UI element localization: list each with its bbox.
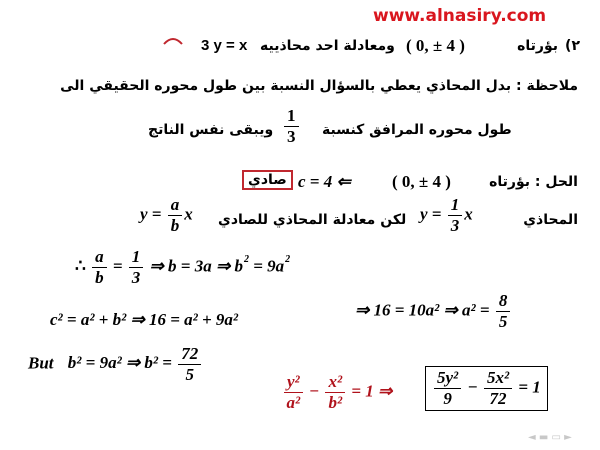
step1-rest: ⇒ b = 3a ⇒ b bbox=[149, 256, 243, 276]
step3-but: But bbox=[28, 353, 54, 373]
note-line-1: ملاحظة : بدل المحاذي يعطي بالسؤال النسبة بين طول محوره الحقيقي الى bbox=[60, 78, 578, 94]
asymptote-den: 3 bbox=[450, 216, 460, 235]
note-line-2-start: طول محوره المرافق كنسبة bbox=[322, 122, 512, 138]
watermark-text: www.alnasiry.com bbox=[373, 6, 547, 26]
final-minus2: − bbox=[467, 377, 478, 397]
note-ratio-den: 3 bbox=[287, 127, 296, 146]
slide-nav-icons[interactable]: ◄ ▬ ▭ ► bbox=[528, 432, 572, 443]
step1-frac-3: 3 bbox=[131, 268, 141, 287]
step1-frac-1: 1 bbox=[129, 248, 144, 268]
step1-sq2: 2 bbox=[285, 254, 291, 266]
asymptote-var: x bbox=[464, 204, 473, 224]
decorative-arc bbox=[162, 34, 184, 46]
solution-c-value: ⇐ c = 4 bbox=[298, 172, 351, 191]
problem-foci-label: بؤرتاه bbox=[517, 38, 558, 54]
step1-frac-a: a bbox=[92, 248, 107, 268]
final-b2: b² bbox=[328, 393, 343, 412]
final-d1: 9 bbox=[443, 389, 452, 408]
final-standard-form bbox=[282, 373, 392, 412]
note-ratio-num: 1 bbox=[284, 107, 299, 127]
asymptote-general-num: a bbox=[168, 196, 183, 216]
asymptote-mid-text: لكن معادلة المحاذي للصادي bbox=[218, 212, 407, 228]
solution-foci: ( 0, ± 4 ) bbox=[392, 172, 451, 191]
asymptote-general-lhs: y = bbox=[140, 204, 162, 224]
final-minus: − bbox=[308, 381, 320, 401]
note-ratio bbox=[282, 107, 301, 146]
final-n2: 5x² bbox=[484, 369, 512, 389]
step3-text: b² = 9a² ⇒ b² = bbox=[67, 353, 172, 373]
step1-frac-b: b bbox=[95, 268, 104, 287]
final-y2: y² bbox=[284, 373, 303, 393]
step1-equation bbox=[75, 248, 290, 287]
final-n1: 5y² bbox=[434, 369, 461, 389]
asymptote-label: المحاذي bbox=[523, 212, 578, 228]
asymptote-given bbox=[420, 196, 473, 235]
therefore-symbol: ∴ bbox=[75, 256, 86, 276]
asymptote-lhs: y = bbox=[420, 204, 442, 224]
step1-eq: = bbox=[112, 256, 123, 276]
final-answer-box bbox=[425, 366, 548, 411]
step3-num: 72 bbox=[178, 345, 201, 365]
final-d2: 72 bbox=[489, 389, 507, 408]
asymptote-general bbox=[140, 196, 193, 235]
problem-asymptote-eq: 3 y = x bbox=[201, 37, 248, 54]
step2-den: 5 bbox=[498, 312, 508, 331]
step2-num: 8 bbox=[496, 292, 511, 312]
asymptote-general-den: b bbox=[170, 216, 180, 235]
asymptote-num: 1 bbox=[448, 196, 463, 216]
step3-equation bbox=[28, 345, 203, 384]
final-x2: x² bbox=[325, 373, 345, 393]
problem-asymptote-label: ومعادلة احد محاذييه bbox=[260, 38, 395, 54]
step1-rest2: = 9a bbox=[253, 256, 285, 276]
step1-sq: 2 bbox=[243, 254, 249, 266]
note-line-2-end: ويبقى نفس الناتج bbox=[148, 122, 274, 138]
final-eq2: = 1 bbox=[518, 377, 541, 397]
step2-left: c² = a² + b² ⇒ 16 = a² + 9a² bbox=[50, 310, 239, 329]
final-eq1: = 1 ⇒ bbox=[351, 381, 393, 401]
solution-label: الحل : بؤرتاه bbox=[489, 174, 578, 190]
step2-right-text: ⇒ 16 = 10a² ⇒ a² = bbox=[355, 300, 490, 320]
problem-foci-value: ( 0, ± 4 ) bbox=[406, 36, 465, 55]
final-a2: a² bbox=[286, 393, 301, 412]
step2-right bbox=[355, 292, 512, 331]
asymptote-general-var: x bbox=[184, 204, 193, 224]
problem-number: ٢) bbox=[565, 38, 580, 54]
solution-axis-box: صادي bbox=[242, 170, 293, 190]
step3-den: 5 bbox=[185, 365, 194, 384]
